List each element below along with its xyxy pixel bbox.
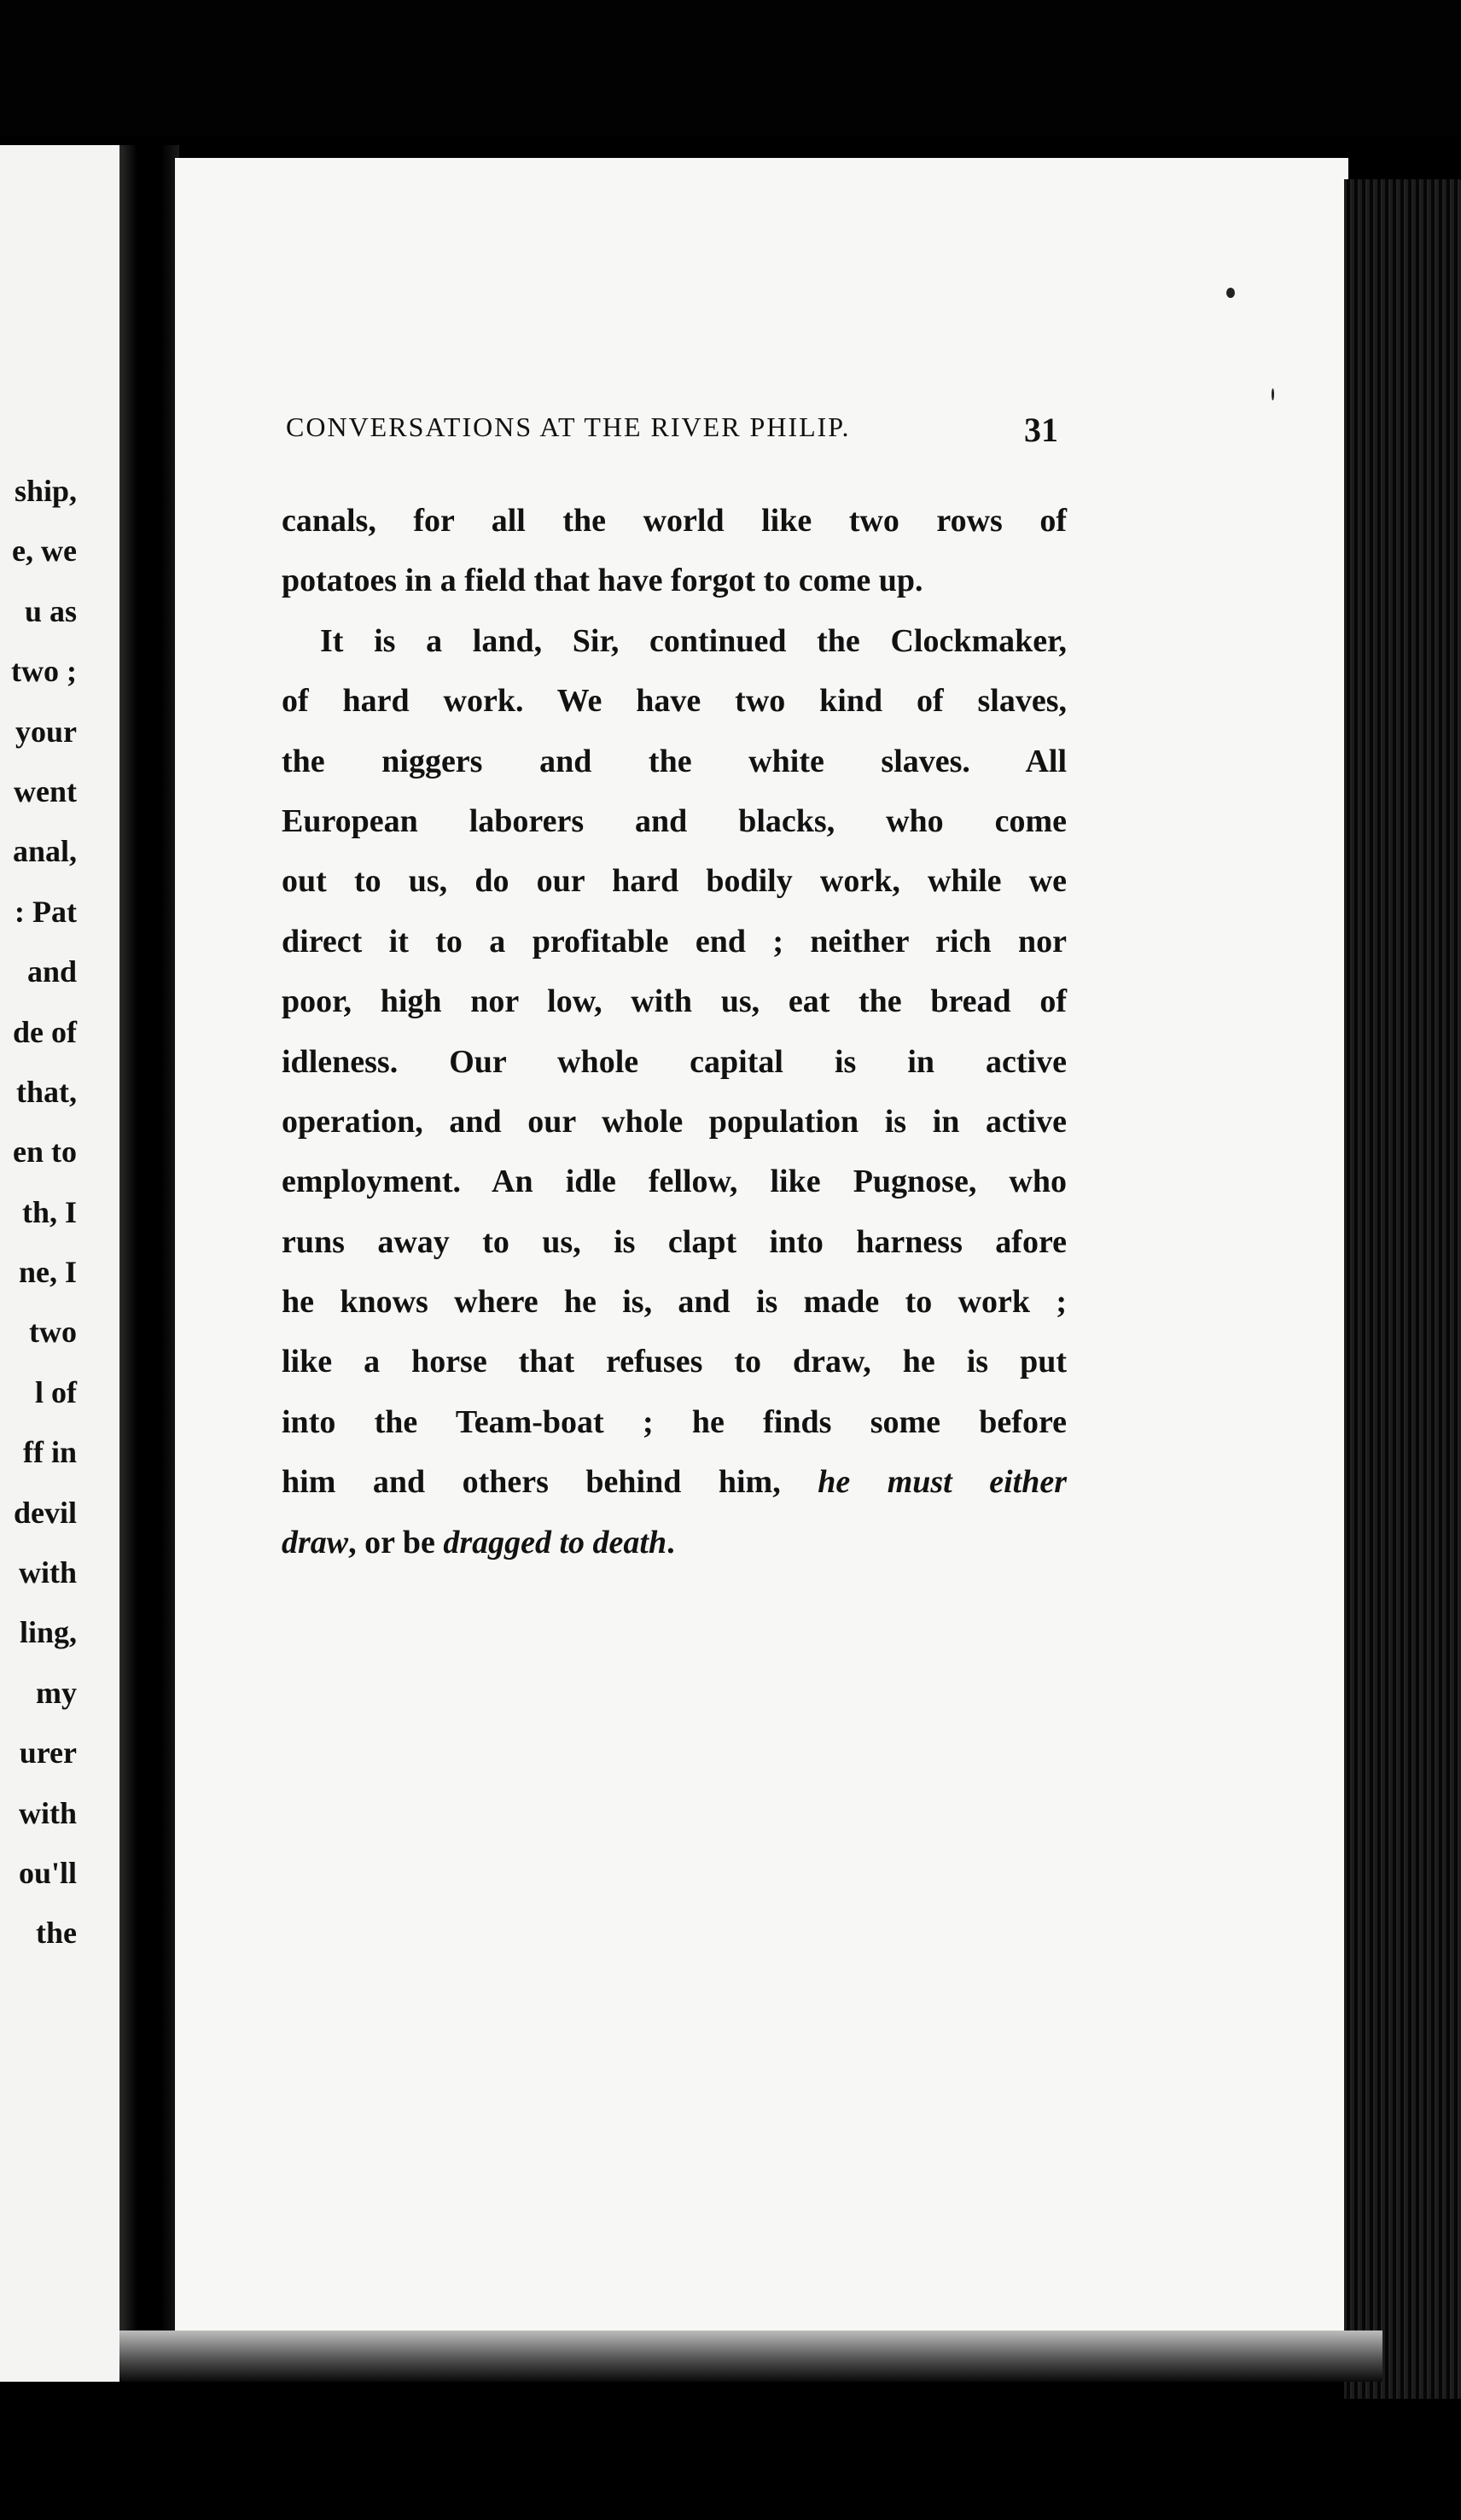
left-page-line: e, we: [12, 534, 77, 569]
left-page-line: went: [14, 773, 77, 808]
left-page-line: that,: [16, 1074, 77, 1109]
body-text: [282, 491, 1067, 1572]
left-page-line: urer: [19, 1735, 77, 1770]
dust-speck: [1226, 288, 1235, 298]
left-page: [0, 145, 128, 2382]
text-line: direct it to a profitable end ; neither rich nor: [282, 923, 1067, 960]
left-page-line: anal,: [12, 834, 77, 869]
text-line: the niggers and the white slaves. All: [282, 743, 1067, 779]
italic-text: dragged to death: [443, 1524, 667, 1560]
text-run: him and others behind him,: [282, 1464, 818, 1501]
text-line: idleness. Our whole capital is in active: [282, 1043, 1067, 1080]
scan-background: [0, 0, 1461, 137]
left-page-line: your: [15, 714, 77, 749]
text-line: into the Team-boat ; he finds some before: [282, 1403, 1067, 1440]
left-page-line: ling,: [19, 1615, 77, 1650]
text-line: he knows where he is, and is made to work ;: [282, 1284, 1067, 1321]
text-run: .: [666, 1524, 675, 1560]
left-page-line: two ;: [11, 654, 77, 689]
left-page-line: u as: [24, 593, 77, 628]
text-line: European laborers and blacks, who come: [282, 802, 1067, 839]
page-bottom-edge: [119, 2330, 1382, 2382]
text-line: runs away to us, is clapt into harness afore: [282, 1223, 1067, 1260]
book-gutter: [119, 145, 179, 2365]
text-line: poor, high nor low, with us, eat the bread of: [282, 983, 1067, 1020]
page-number: 31: [1024, 411, 1058, 449]
left-page-line: with: [18, 1795, 77, 1830]
left-page-line: and: [26, 954, 77, 989]
text-run: , or be: [348, 1524, 444, 1560]
left-page-line: de of: [13, 1014, 77, 1049]
italic-text: draw: [282, 1524, 349, 1560]
left-page-line: ne, I: [18, 1255, 77, 1290]
italic-text: he must either: [818, 1464, 1067, 1501]
dust-speck: [1272, 388, 1274, 400]
left-page-line: ship,: [14, 474, 77, 508]
left-page-line: my: [36, 1675, 77, 1710]
left-page-line: devil: [13, 1495, 77, 1530]
text-line: canals, for all the world like two rows of: [282, 503, 1067, 539]
left-page-line: l of: [35, 1374, 77, 1409]
text-line: out to us, do our hard bodily work, while we: [282, 863, 1067, 900]
text-line: [282, 1513, 1067, 1572]
text-line: [282, 1452, 1067, 1512]
left-page-line: ff in: [23, 1435, 77, 1470]
left-page-text: [0, 461, 77, 1963]
left-page-line: en to: [13, 1135, 77, 1170]
left-page-line: ou'll: [18, 1855, 77, 1890]
book-fore-edge: [1344, 179, 1461, 2399]
left-page-line: the: [36, 1916, 77, 1951]
text-line: operation, and our whole population is in active: [282, 1103, 1067, 1140]
text-line: It is a land, Sir, continued the Clockmaker,: [320, 622, 1067, 659]
left-page-line: two: [29, 1315, 77, 1350]
text-line: employment. An idle fellow, like Pugnose, who: [282, 1164, 1067, 1200]
text-line: potatoes in a field that have forgot to come up.: [282, 563, 923, 599]
left-page-line: with: [18, 1555, 77, 1590]
left-page-line: : Pat: [15, 894, 77, 929]
left-page-line: th, I: [21, 1194, 77, 1229]
text-line: of hard work. We have two kind of slaves,: [282, 683, 1067, 720]
text-line: like a horse that refuses to draw, he is put: [282, 1344, 1067, 1380]
running-head: CONVERSATIONS AT THE RIVER PHILIP.: [286, 411, 851, 442]
